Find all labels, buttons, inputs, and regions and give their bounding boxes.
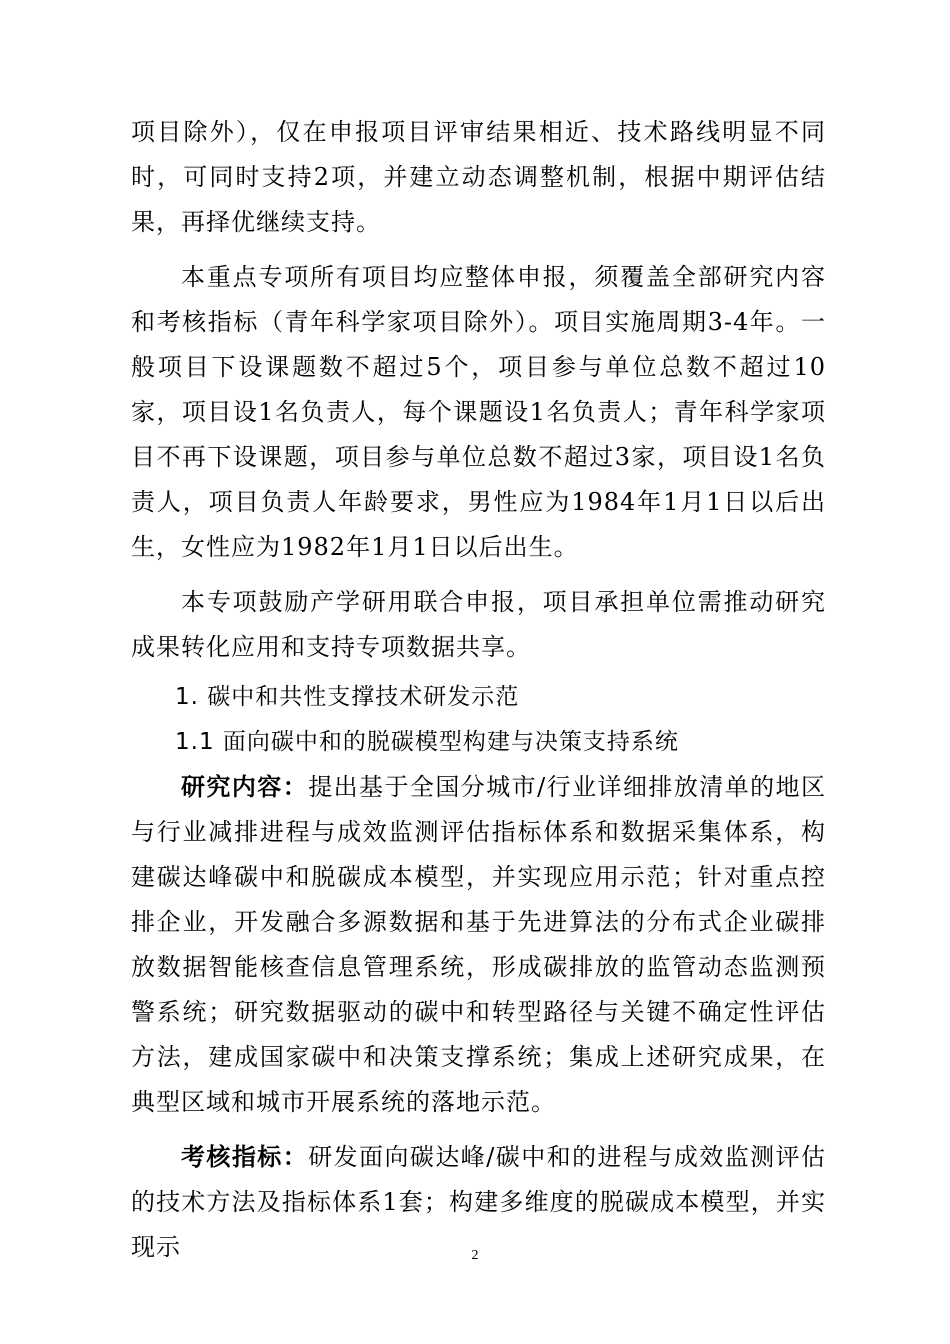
paragraph-continuation: 项目除外），仅在申报项目评审结果相近、技术路线明显不同时，可同时支持2项，并建立动态调整机制，根据中期评估结果，再择优继续支持。 — [131, 118, 826, 236]
subsection-heading: 1.1 面向碳中和的脱碳模型构建与决策支持系统 — [175, 729, 679, 755]
section-heading: 1. 碳中和共性支撑技术研发示范 — [175, 684, 520, 710]
paragraph-joint-application: 本专项鼓励产学研用联合申报，项目承担单位需推动研究成果转化应用和支持专项数据共享。 — [131, 588, 826, 661]
research-content-label: 研究内容： — [181, 773, 309, 801]
paragraph-research-content — [131, 765, 826, 1125]
assessment-indicators-text: 研发面向碳达峰/碳中和的进程与成效监测评估的技术方法及指标体系1套；构建多维度的脱碳成本模型，并实现示 — [131, 1143, 826, 1261]
assessment-indicators-label: 考核指标： — [181, 1143, 309, 1171]
document-body — [131, 110, 826, 1270]
paragraph-application-rules: 本重点专项所有项目均应整体申报，须覆盖全部研究内容和考核指标（青年科学家项目除外）。项目实施周期3-4年。一般项目下设课题数不超过5个，项目参与单位总数不超过10家，项目设1名负责人，每个课题设1名负责人；青年科学家项目不再下设课题，项目参与单位总数不超过3家，项目设1名负责人，项目负责人年龄要求，男性应为1984年1月1日以后出生，女性应为1982年1月1日以后出生。 — [131, 263, 826, 561]
page-number: 2 — [471, 1248, 479, 1263]
research-content-text: 提出基于全国分城市/行业详细排放清单的地区与行业减排进程与成效监测评估指标体系和数据采集体系，构建碳达峰碳中和脱碳成本模型，并实现应用示范；针对重点控排企业，开发融合多源数据和基于先进算法的分布式企业碳排放数据智能核查信息管理系统，形成碳排放的监管动态监测预警系统；研究数据驱动的碳中和转型路径与关键不确定性评估方法，建成国家碳中和决策支撑系统；集成上述研究成果，在典型区域和城市开展系统的落地示范。 — [131, 773, 826, 1116]
